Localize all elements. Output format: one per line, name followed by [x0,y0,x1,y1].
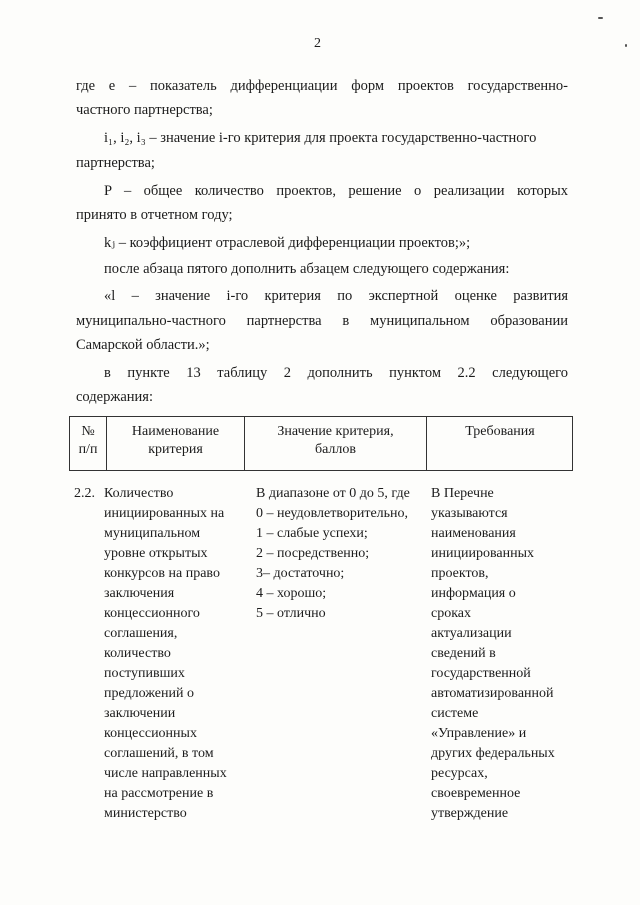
para1-line1: где e – показатель дифференциации форм проектов государственно- [76,78,568,94]
name-line: концессионных [104,726,197,741]
req-line: указываются [431,506,508,521]
scan-speck [625,44,627,47]
req-line: автоматизированной [431,686,554,701]
req-line: системе [431,706,479,721]
req-line: других федеральных [431,746,555,761]
header-num-line2: п/п [78,442,98,457]
para6-line2: муниципально-частного партнерства в муниципальном образовании [76,313,568,329]
req-line: актуализации [431,626,512,641]
req-line: «Управление» и [431,726,527,741]
value-line: 3– достаточно; [256,566,345,581]
name-line: конкурсов на право [104,566,220,581]
para3-line1: P – общее количество проектов, решение о реализации которых [104,183,568,199]
header-name-line2: критерия [148,442,203,457]
name-line: предложений о [104,686,194,701]
header-num-line1: № [81,424,95,439]
name-line: инициированных на [104,506,225,521]
name-line: на рассмотрение в [104,786,214,801]
req-line: информация о [431,586,516,601]
para4: kⱼ – коэффициент отраслевой дифференциации проектов;»; [104,235,471,251]
scan-speck [598,17,603,19]
table-header [69,416,573,471]
header-requirements [427,423,573,441]
req-line: утверждение [431,806,509,821]
req-line: своевременное [431,786,521,801]
name-line: соглашения, [104,626,178,641]
value-line: 1 – слабые успехи; [256,526,368,541]
value-line: 5 – отлично [256,606,326,621]
header-value-line1: Значение критерия, [277,424,394,439]
req-line: ресурсах, [431,766,488,781]
name-line: количество [104,646,171,661]
req-line: наименования [431,526,516,541]
name-line: уровне открытых [104,546,208,561]
req-line: В Перечне [431,486,494,501]
para7-line2: содержания: [76,389,154,405]
name-line: заключения [104,586,175,601]
name-line: заключении [104,706,176,721]
name-line: числе направленных [104,766,227,781]
header-num [70,423,106,459]
value-line: В диапазоне от 0 до 5, где [256,486,410,501]
req-line: государственной [431,666,531,681]
header-name [107,423,244,459]
req-line: проектов, [431,566,489,581]
header-value [245,423,426,459]
name-line: концессионного [104,606,200,621]
name-line: поступивших [104,666,185,681]
page-number: 2 [314,36,321,51]
req-line: сроках [431,606,472,621]
header-req-label: Требования [465,424,535,439]
name-line: Количество [104,486,174,501]
header-value-line2: баллов [314,442,357,457]
header-name-line1: Наименование [131,424,220,439]
para1-line2: частного партнерства; [76,102,213,118]
para2-line1: i₁, i₂, i₃ – значение i-го критерия для проекта государственно-частного [104,130,537,146]
row-number: 2.2. [74,486,95,501]
para2-line2: партнерства; [76,155,155,171]
row-value-cell [256,484,410,624]
value-line: 2 – посредственно; [256,546,370,561]
para3-line2: принято в отчетном году; [76,207,233,223]
value-line: 4 – хорошо; [256,586,327,601]
para7-line1: в пункте 13 таблицу 2 дополнить пунктом 2.2 следующего [104,365,568,381]
req-line: инициированных [431,546,534,561]
value-line: 0 – неудовлетворительно, [256,506,409,521]
name-line: министерство [104,806,187,821]
para6-line3: Самарской области.»; [76,337,210,353]
row-name-cell [104,484,227,824]
req-line: сведений в [431,646,496,661]
row-requirements-cell [431,484,555,824]
para5: после абзаца пятого дополнить абзацем следующего содержания: [104,261,510,277]
para6-line1: «l – значение i-го критерия по экспертной оценке развития [104,288,568,304]
name-line: муниципальном [104,526,201,541]
name-line: соглашений, в том [104,746,214,761]
